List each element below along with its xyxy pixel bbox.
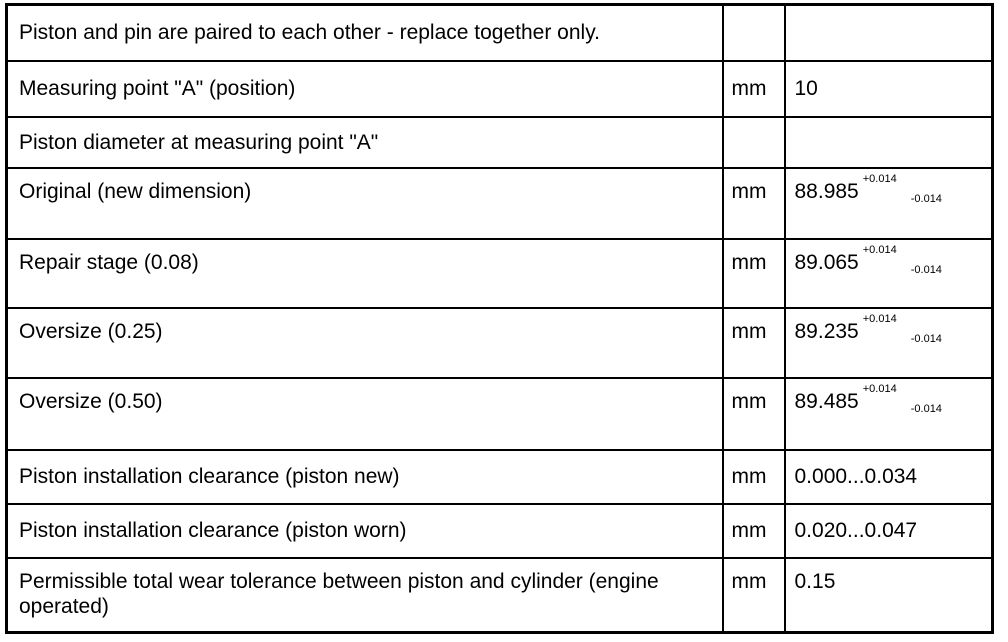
table-row [7,450,993,504]
row-value: 0.000...0.034 [785,450,993,504]
table-row [7,378,993,450]
table-row [7,558,993,633]
tolerance-lower: -0.014 [910,192,942,205]
table-row [7,117,993,168]
tolerance-lower: -0.014 [910,332,942,345]
row-value: 89.065 [794,250,859,274]
row-value: 10 [785,61,993,117]
tolerance-lower: -0.014 [910,402,942,415]
row-unit: mm [723,308,785,378]
row-unit: mm [723,168,785,239]
row-value-cell [785,308,993,378]
row-value [785,5,993,61]
row-value: 0.020...0.047 [785,504,993,558]
table-row [7,5,993,61]
tolerance [859,382,955,419]
table-row [7,504,993,558]
row-unit: mm [723,239,785,308]
table-row [7,308,993,378]
row-description: Original (new dimension) [7,168,723,239]
row-unit: mm [723,504,785,558]
row-description: Repair stage (0.08) [7,239,723,308]
row-unit: mm [723,450,785,504]
tolerance-upper: +0.014 [862,312,897,325]
row-description: Oversize (0.25) [7,308,723,378]
row-value: 89.485 [794,389,859,413]
row-value: 88.985 [794,179,859,203]
tolerance-upper: +0.014 [862,172,897,185]
piston-spec-table [5,3,994,634]
spec-sheet [5,3,991,636]
row-value-cell [785,239,993,308]
row-value: 89.235 [794,319,859,343]
tolerance-upper: +0.014 [862,243,897,256]
tolerance [859,243,955,280]
row-value: 0.15 [785,558,993,633]
row-description: Measuring point "A" (position) [7,61,723,117]
row-unit [723,5,785,61]
row-description: Piston diameter at measuring point "A" [7,117,723,168]
tolerance-lower: -0.014 [910,263,942,276]
row-description: Oversize (0.50) [7,378,723,450]
table-row [7,168,993,239]
row-unit [723,117,785,168]
table-row [7,239,993,308]
row-value-cell [785,378,993,450]
row-description: Piston installation clearance (piston new) [7,450,723,504]
row-value-cell [785,168,993,239]
row-unit: mm [723,558,785,633]
tolerance-upper: +0.014 [862,382,897,395]
row-unit: mm [723,378,785,450]
row-description: Piston installation clearance (piston worn) [7,504,723,558]
row-unit: mm [723,61,785,117]
tolerance [859,312,955,349]
table-row [7,61,993,117]
row-description: Piston and pin are paired to each other - replace together only. [7,5,723,61]
row-description: Permissible total wear tolerance between piston and cylinder (engine operated) [7,558,723,633]
row-value [785,117,993,168]
tolerance [859,172,955,209]
